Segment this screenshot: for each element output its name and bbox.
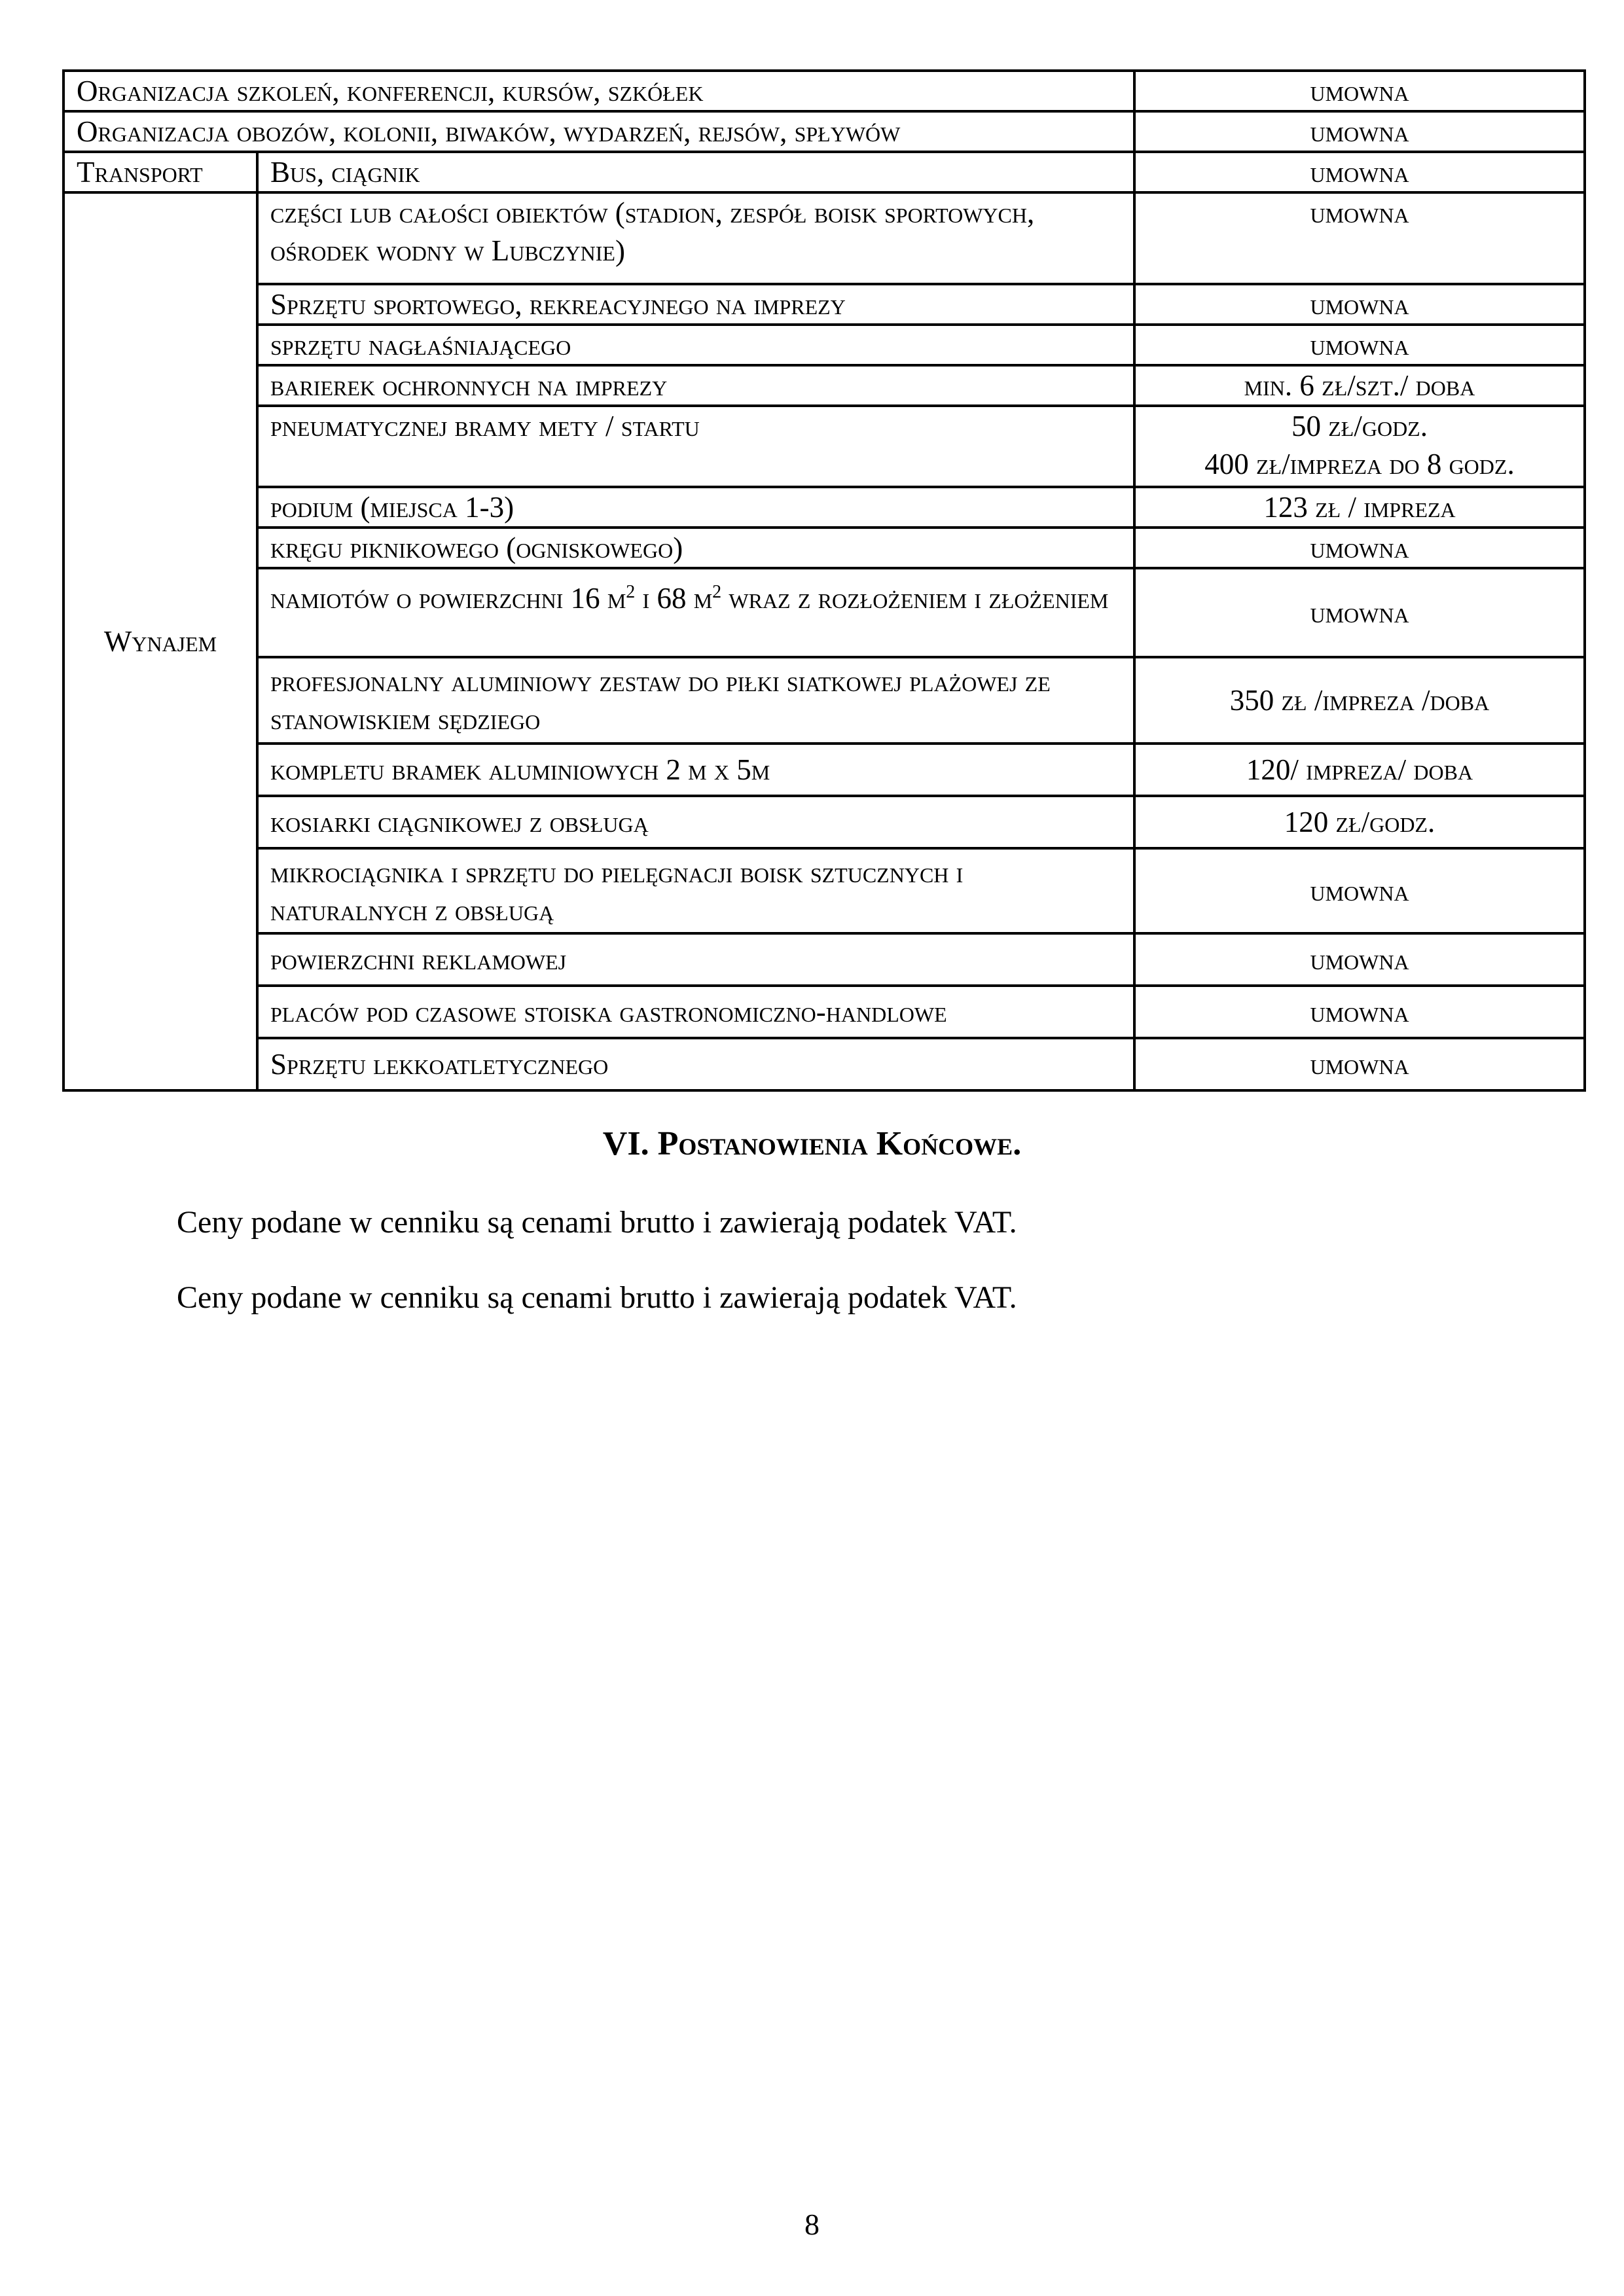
service-label: podium (miejsca 1-3) [257,487,1134,528]
price-value: umowna [1134,192,1585,284]
table-row [63,986,1585,1038]
service-label: powierzchni reklamowej [257,933,1134,986]
service-label: namiotów o powierzchni 16 $m^2$ i 68 $m^2$ wraz z rozłożeniem i złożeniem [257,568,1134,657]
page-number: 8 [804,2208,820,2241]
price-value [1134,406,1585,487]
service-label: mikrociągnika i sprzętu do pielęgnacji boisk sztucznych i naturalnych z obsługą [257,848,1134,933]
table-row [63,111,1585,152]
service-label: Sprzętu sportowego, rekreacyjnego na imprezy [257,284,1134,325]
price-value: umowna [1134,71,1585,111]
service-label: części lub całości obiektów (stadion, zespół boisk sportowych, ośrodek wodny w Lubczynie) [257,192,1134,284]
service-label: profesjonalny aluminiowy zestaw do piłki siatkowej plażowej ze stanowiskiem sędziego [257,657,1134,744]
category-transport: Transport [63,152,257,192]
table-row [63,487,1585,528]
table-row [63,744,1585,796]
price-line: 50 zł/godz. [1291,410,1428,442]
table-row [63,933,1585,986]
price-value: 123 zł / impreza [1134,487,1585,528]
service-label: kompletu bramek aluminiowych 2 m x 5m [257,744,1134,796]
price-value: umowna [1134,933,1585,986]
table-row [63,657,1585,744]
table-row [63,568,1585,657]
table-row [63,528,1585,568]
section-heading: VI. Postanowienia Końcowe. [602,1125,1022,1162]
table-row [63,325,1585,365]
service-label: kosiarki ciągnikowej z obsługą [257,796,1134,848]
table-row [63,406,1585,487]
service-label: Bus, ciągnik [257,152,1134,192]
price-value: min. 6 zł/szt./ doba [1134,365,1585,406]
table-row [63,284,1585,325]
price-value: 120 zł/godz. [1134,796,1585,848]
price-value: umowna [1134,848,1585,933]
price-value: umowna [1134,1038,1585,1090]
table-row [63,71,1585,111]
price-value: umowna [1134,284,1585,325]
table-row [63,192,1585,284]
service-label: kręgu piknikowego (ogniskowego) [257,528,1134,568]
paragraph: Ceny podane w cenniku są cenami brutto i zawierają podatek VAT. [177,1280,1017,1315]
price-value: umowna [1134,986,1585,1038]
price-table [62,69,1586,1092]
service-label: pneumatycznej bramy mety / startu [257,406,1134,487]
service-label: Sprzętu lekkoatletycznego [257,1038,1134,1090]
service-label: sprzętu nagłaśniającego [257,325,1134,365]
service-label: Organizacja obozów, kolonii, biwaków, wydarzeń, rejsów, spływów [63,111,1134,152]
price-value: umowna [1134,152,1585,192]
table-row [63,796,1585,848]
service-label: barierek ochronnych na imprezy [257,365,1134,406]
price-value: umowna [1134,111,1585,152]
paragraph: Ceny podane w cenniku są cenami brutto i zawierają podatek VAT. [177,1205,1017,1240]
price-value: 350 zł /impreza /doba [1134,657,1585,744]
price-value: umowna [1134,325,1585,365]
price-value: 120/ impreza/ doba [1134,744,1585,796]
category-rental: Wynajem [63,192,257,1090]
service-label: Organizacja szkoleń, konferencji, kursów, szkółek [63,71,1134,111]
service-label: placów pod czasowe stoiska gastronomiczno-handlowe [257,986,1134,1038]
price-value: umowna [1134,528,1585,568]
table-row [63,365,1585,406]
table-row [63,848,1585,933]
price-value: umowna [1134,568,1585,657]
table-row [63,152,1585,192]
price-line: 400 zł/impreza do 8 godz. [1204,448,1515,480]
table-row [63,1038,1585,1090]
